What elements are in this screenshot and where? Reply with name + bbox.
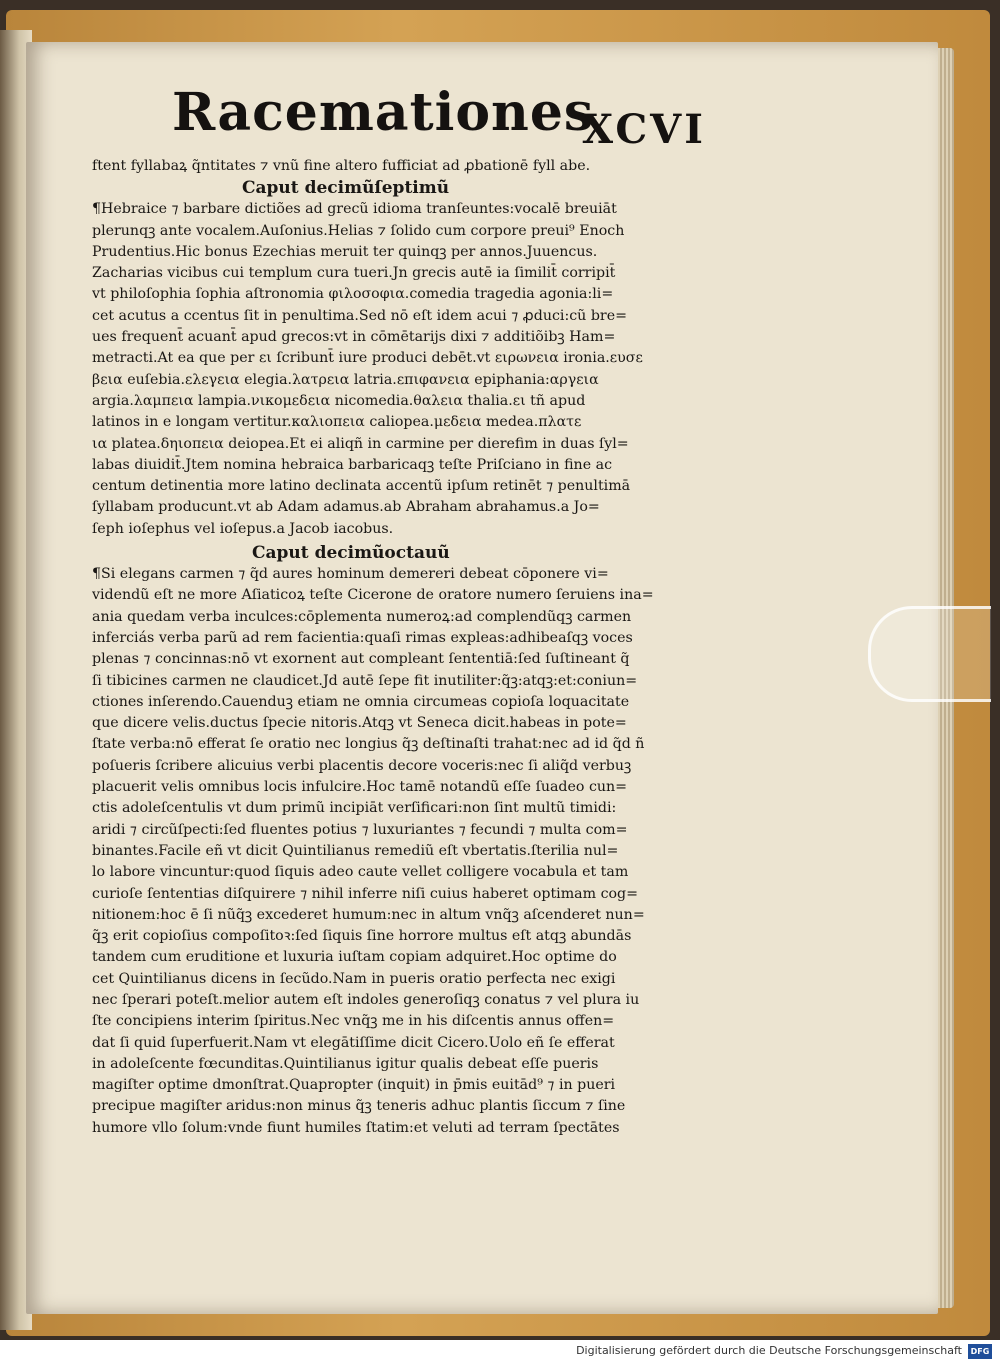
folio-number: XCVI [582, 106, 706, 153]
text-line: ſyllabam producunt.vt ab Adam adamus.ab Abraham abrahamus.a Jo= [92, 499, 600, 516]
running-head: Racemationes [172, 82, 595, 143]
text-line: magiſter optime dmonſtrat.Quapropter (inquit) in p̄mis euitād⁹ ⁊ in pueri [92, 1077, 616, 1094]
text-line: ſeph ioſephus vel ioſepus.a Jacob iacobus. [92, 520, 394, 537]
text-line: que dicere velis.ductus ſpecie nitoris.Atqꝫ vt Seneca dicit.habeas in pote= [92, 715, 627, 732]
text-line: poſueris ſcribere alicuius verbi placentis decore voceris:nec ſi aliq̃d verbuꝫ [92, 757, 632, 774]
text-line: ¶Si elegans carmen ⁊ q̃d aures hominum demereri debeat cōponere vi= [92, 566, 609, 583]
text-line: precipue magiſter aridus:non minus q̃ꝫ teneris adhuc plantis ſiccum ⁊ ſine [92, 1098, 626, 1115]
text-line: labas diuidit̄.Jtem nomina hebraica barbaricaqꝫ teſte Priſciano in fine ac [92, 456, 613, 473]
text-line: ¶Hebraice ⁊ barbare dictiões ad grecũ idioma tranſeuntes:vocalē breuiāt [92, 201, 617, 218]
text-line: Zacharias vicibus cui templum cura tueri.Jn grecis autē ia ſimilit̄ corripit̄ [92, 265, 616, 282]
text-line: ftent fyllabaꝝ q̃ntitates ⁊ vnũ fine altero fufficiat ad ꝓbationē fyll abe. [92, 158, 591, 174]
footer-bar [0, 1340, 1000, 1364]
text-line: binantes.Facile eñ vt dicit Quintilianus remediũ eſt vbertatis.ſterilia nul= [92, 842, 619, 859]
text-line: Prudentius.Hic bonus Ezechias meruit ter quinqꝫ per annos.Juuencus. [92, 243, 598, 260]
text-line: aridi ⁊ circũſpecti:ſed fluentes potius ⁊ luxuriantes ⁊ fecundi ⁊ multa com= [92, 821, 628, 838]
chapter-heading: Caput decimũoctauũ [252, 543, 450, 564]
text-line: lo labore vincuntur:quod ſiquis adeo caute vellet colligere vocabula et tam [92, 864, 629, 881]
text-line: placuerit velis omnibus locis infulcire.Hoc tamē notandũ eſſe ſuadeo cun= [92, 779, 628, 796]
text-line: plenas ⁊ concinnas:nō vt exornent aut compleant ſententiā:ſed ſuſtineant q̃ [92, 651, 630, 668]
text-line: videndũ eſt ne more Aſiaticoꝝ teſte Cicerone de oratore numero ſeruiens ina= [92, 587, 654, 604]
text-line: vt philoſophia ſophia aſtronomia φιλοσοφια.comedia tragedia agonia:li= [92, 286, 614, 303]
text-line: curioſe ſententias diſquirere ⁊ nihil inferre niſi cuius haberet optimam cog= [92, 885, 639, 902]
text-line: dat ſi quid ſuperfuerit.Nam vt elegātiſſime dicit Cicero.Uolo eñ ſe efferat [92, 1034, 615, 1051]
text-line: ctis adoleſcentulis vt dum primũ incipiāt verſificari:non ſint multũ timidi: [92, 800, 617, 817]
text-line: q̃ꝫ erit copioſius compoſitoꝛ:ſed ſiquis ſine horrore multus eſt atqꝫ abundās [92, 928, 632, 945]
footer-credit: Digitalisierung gefördert durch die Deutsche Forschungsgemeinschaft [576, 1344, 962, 1357]
text-line: tandem cum eruditione et luxuria iuſtam copiam adquiret.Hoc optime do [92, 949, 617, 966]
text-line: ſtate verba:nō efferat ſe oratio nec longius q̃ꝫ deſtinaſti trahat:nec ad id q̃d ñ [92, 736, 645, 753]
text-line: ια platea.δηιοπεια deiopea.Et ei aliqñ in carmine per dierefim in duas ſyl= [92, 435, 629, 452]
text-line: ctiones inſerendo.Cauenduꝫ etiam ne omnia circumeas copioſa loquacitate [92, 693, 630, 710]
text-line: plerunqꝫ ante vocalem.Auſonius.Helias ⁊ ſolido cum corpore preui⁹ Enoch [92, 222, 625, 239]
chapter-heading: Caput decimũſeptimũ [242, 178, 450, 199]
text-line: ſte concipiens interim ſpiritus.Nec vnq̃ꝫ me in his diſcentis annus offen= [92, 1013, 615, 1030]
text-line: humore vllo ſolum:vnde fiunt humiles ſtatim:et veluti ad terram ſpectātes [92, 1119, 620, 1136]
text-line: argia.λαμπεια lampia.νικομεδεια nicomedia.θαλεια thalia.ει tñ apud [92, 392, 586, 409]
text-line: nec ſperari poteſt.melior autem eſt indoles generoſiqꝫ conatus ⁊ vel plura iu [92, 991, 640, 1008]
text-line: ues frequent̄ acuant̄ apud grecos:vt in cōmētarijs dixi ⁊ additiõibꝫ Ham= [92, 329, 616, 346]
text-line: ania quedam verba inculces:cōplementa numeroꝝ:ad complendũqꝫ carmen [92, 608, 632, 625]
text-line: βεια euſebia.ελεγεια elegia.λατρεια latria.επιφανεια epiphania:αργεια [92, 371, 599, 388]
text-line: nitionem:hoc ē ſi nũq̃ꝫ excederet humum:nec in altum vnq̃ꝫ aſcenderet nun= [92, 906, 645, 923]
page-clip [868, 606, 991, 702]
text-line: ſi tibicines carmen ne claudicet.Jd autē ſepe fit inutiliter:q̃ꝫ:atqꝫ:et:coniun= [92, 672, 638, 689]
text-line: cet Quintilianus dicens in ſecũdo.Nam in pueris oratio perfecta nec exigi [92, 970, 616, 987]
text-line: cet acutus a ccentus ſit in penultima.Sed nō eſt idem acui ⁊ ꝓduci:cũ bre= [92, 307, 627, 324]
dfg-logo: DFG [968, 1344, 992, 1359]
text-line: metracti.At ea que per ει ſcribunt̄ iure produci debēt.vt ειρωνεια ironia.ευσε [92, 350, 643, 367]
text-line: latinos in e longam vertitur.καλιοπεια caliopea.μεδεια medea.πλατε [92, 414, 582, 431]
text-line: in adoleſcente fœcunditas.Quintilianus igitur qualis debeat eſſe pueris [92, 1055, 599, 1072]
text-block [92, 156, 768, 1139]
text-line: inferciás verba parũ ad rem facientia:quaſi rimas expleas:adhibeaſqꝫ voces [92, 629, 633, 646]
text-line: centum detinentia more latino declinata accentũ ipſum retinēt ⁊ penultimā [92, 478, 631, 495]
